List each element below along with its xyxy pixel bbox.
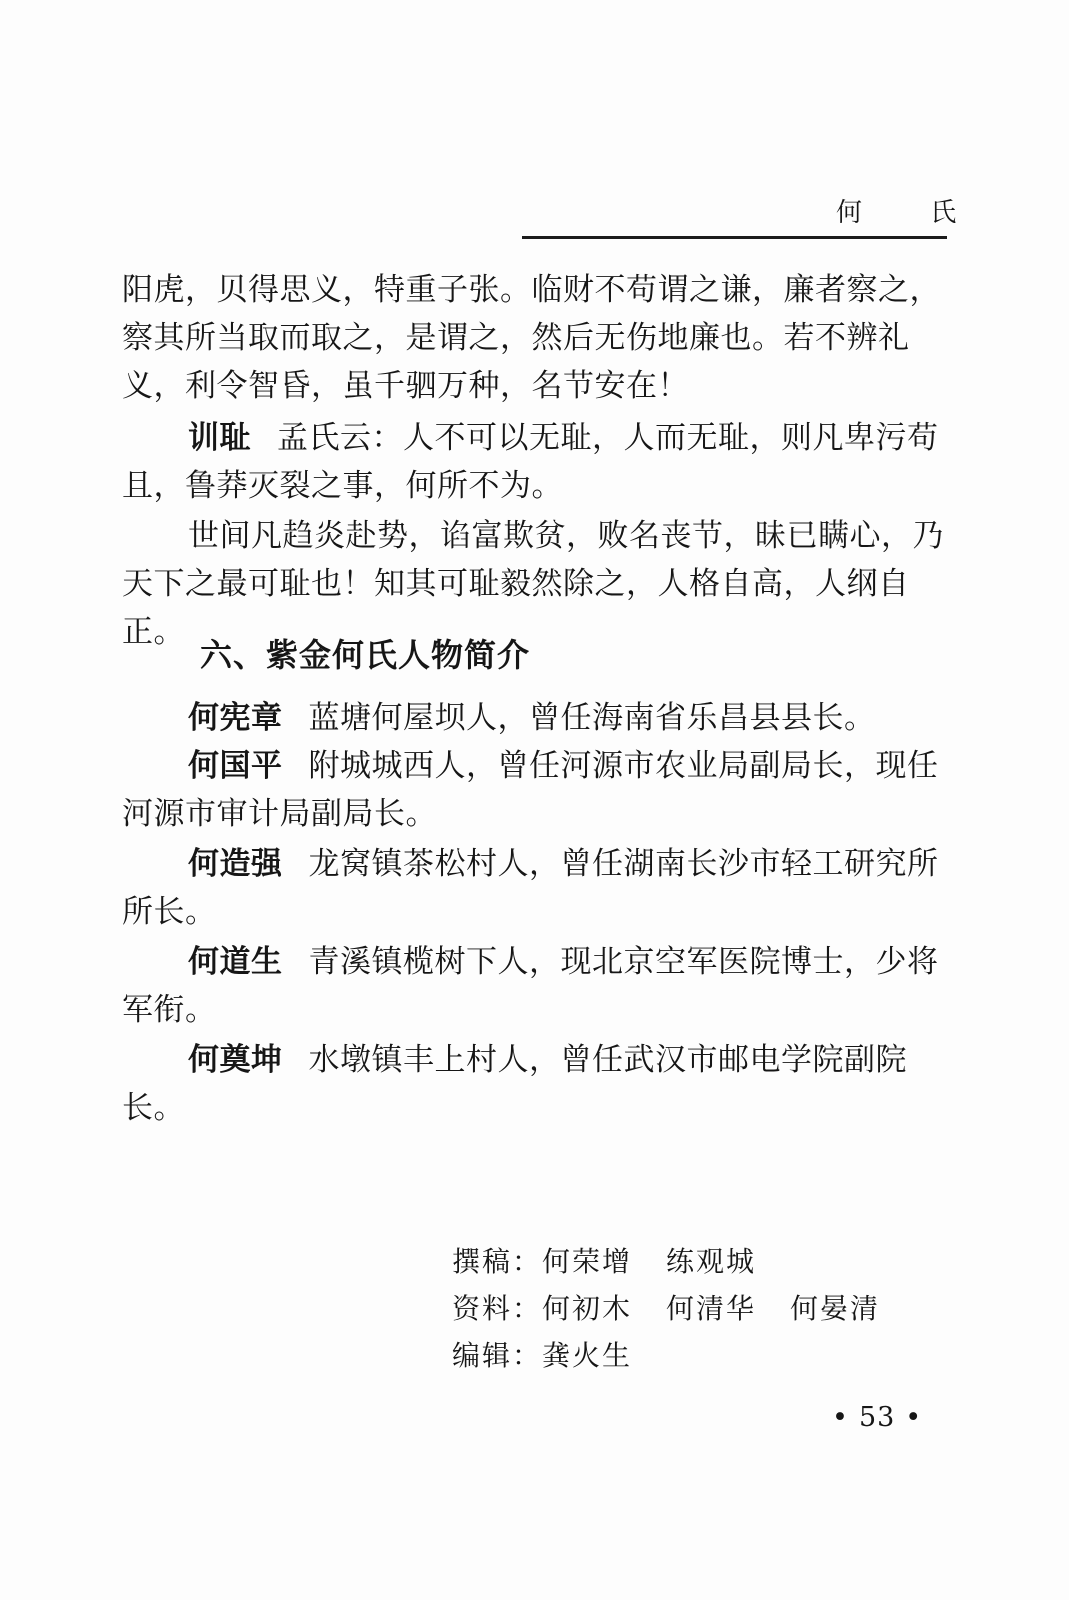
bio-text: 青溪镇榄树下人，现北京空军医院博士，少将军衔。 [122,944,939,1028]
bio-name: 何宪章 [188,700,283,736]
credit-label: 撰稿： [452,1245,543,1278]
bio-entry [122,938,952,1034]
page-number: 53 [858,1402,896,1433]
paragraph-integrity: 阳虎，贝得思义，特重子张。临财不苟谓之谦，廉者察之，察其所当取而取之，是谓之，然后无伤地廉也。若不辨礼义，利令智昏，虽千驷万种，名节安在！ [122,272,941,404]
credit-name: 何荣增 [542,1245,633,1278]
bio-entry [122,694,952,742]
paragraph-text: 孟氏云：人不可以无耻，人而无耻，则凡卑污苟且，鲁莽灭裂之事，何所不为。 [122,420,939,504]
running-head: 何 氏 [836,198,987,228]
credit-name: 何晏清 [790,1292,881,1325]
bio-text: 水墩镇丰上村人，曾任武汉市邮电学院副院长。 [122,1042,907,1126]
bio-text: 蓝塘何屋坝人，曾任海南省乐昌县县长。 [308,700,876,736]
bullet-dot-icon: • [832,1402,849,1433]
paragraph-shame-cont: 世间凡趋炎赴势，谄富欺贫，败名丧节，昧已瞒心，乃天下之最可耻也！知其可耻毅然除之，人格自高，人纲自正。 [122,518,944,650]
bio-name: 何道生 [188,944,283,980]
bio-entry [122,1036,952,1132]
credit-label: 资料： [452,1292,543,1325]
page-number-footer [822,1402,932,1433]
section-title: 六、紫金何氏人物简介 [200,636,531,674]
bio-name: 何造强 [188,846,283,882]
bio-text: 龙窝镇茶松村人，曾任湖南长沙市轻工研究所所长。 [122,846,939,930]
credit-name: 何初木 [542,1292,633,1325]
credit-writers [452,1238,914,1285]
credit-name: 龚火生 [542,1339,633,1372]
paragraph-lead-label: 训耻 [188,420,251,456]
header-rule [522,236,947,239]
bio-name: 何国平 [188,748,283,784]
bullet-dot-icon: • [905,1402,923,1433]
bio-entry [122,742,952,838]
bio-entry [122,840,952,936]
credit-name: 练观城 [666,1245,757,1278]
credit-label: 编辑： [452,1339,543,1372]
paragraph-shame [122,414,952,510]
bio-text: 附城城西人，曾任河源市农业局副局长，现任河源市审计局副局长。 [122,748,939,832]
credit-name: 何清华 [666,1292,757,1325]
credits-block [452,1238,914,1379]
bio-name: 何奠坤 [188,1042,283,1078]
credit-materials [452,1285,914,1332]
credit-editors [452,1332,914,1379]
